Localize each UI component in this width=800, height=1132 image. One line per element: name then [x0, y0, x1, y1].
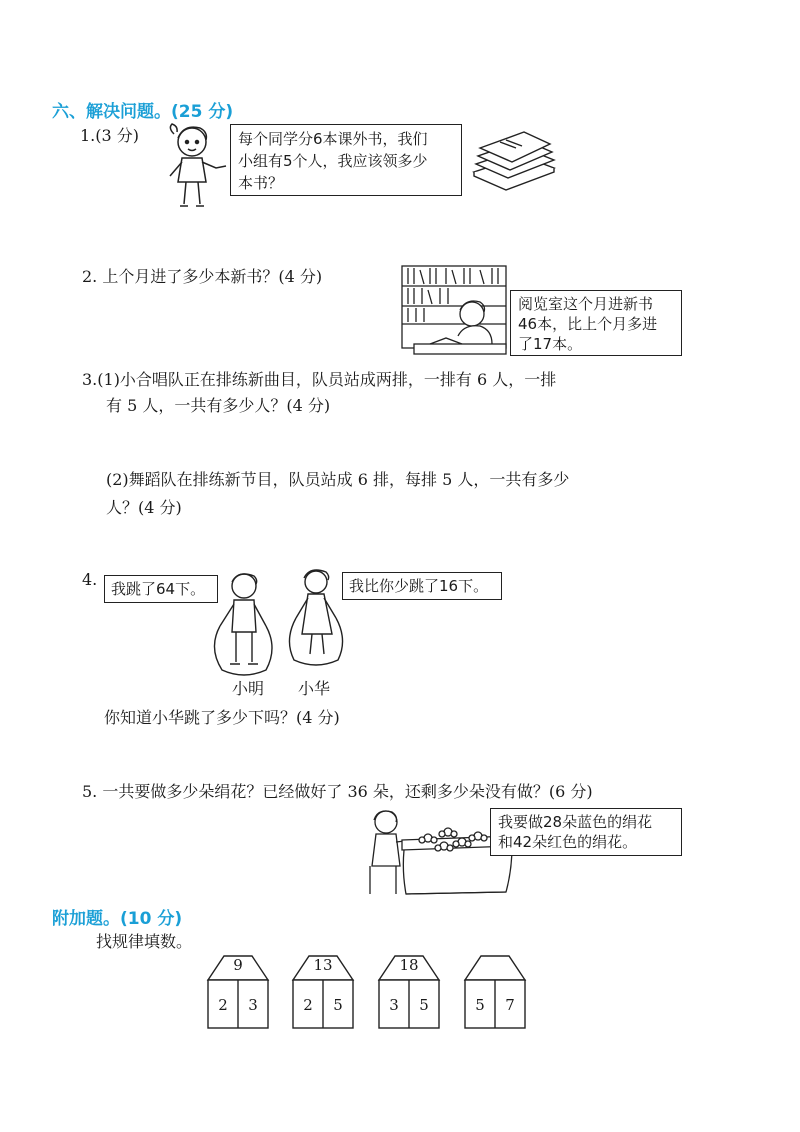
house-2 [291, 954, 355, 1030]
question-5-text: 5. 一共要做多少朵绢花？已经做好了 36 朵，还剩多少朵没有做？(6 分) [82, 782, 593, 801]
question-2-text: 2. 上个月进了多少本新书？(4 分) [82, 267, 323, 286]
bonus-instruction: 找规律填数。 [96, 932, 193, 951]
question-3-part2-line1: (2)舞蹈队在排练新节目，队员站成 6 排，每排 5 人，一共有多少 [106, 470, 570, 489]
house-top-number: 9 [233, 956, 243, 974]
jumping-boy-illustration [212, 568, 274, 678]
question-5-speech-bubble [490, 808, 682, 856]
house-right-number: 3 [248, 996, 258, 1014]
bubble-line: 46本，比上个月多进 [518, 315, 658, 333]
question-4-number: 4. [82, 570, 98, 589]
bubble-line: 小组有5个人，我应该领多少 [238, 152, 428, 170]
house-4 [463, 954, 527, 1030]
question-1-number: 1.(3 分) [80, 126, 140, 145]
bubble-line: 我要做28朵蓝色的绢花 [498, 813, 653, 831]
house-right-number: 5 [333, 996, 343, 1014]
question-3-part2-line2: 人？(4 分) [106, 498, 182, 517]
bubble-line: 了17本。 [518, 335, 583, 353]
bubble-line: 每个同学分6本课外书，我们 [238, 130, 428, 148]
jumping-girl-illustration [286, 566, 348, 670]
library-boy-illustration [400, 264, 512, 356]
section-title: 六、解决问题。(25 分) [52, 102, 234, 122]
house-left-number: 3 [389, 996, 399, 1014]
house-outline [463, 954, 527, 1030]
house-1 [206, 954, 270, 1030]
question-2-speech-bubble [510, 290, 682, 356]
question-4-text: 你知道小华跳了多少下吗？(4 分) [104, 708, 340, 727]
bubble-line: 本书？ [238, 174, 284, 192]
house-right-number: 5 [419, 996, 429, 1014]
bubble-line: 阅览室这个月进新书 [518, 295, 654, 313]
house-left-number: 2 [218, 996, 228, 1014]
girl-illustration [160, 122, 230, 214]
house-left-number: 5 [475, 996, 485, 1014]
book-stack-icon [470, 128, 558, 190]
bubble-line: 和42朵红色的绢花。 [498, 833, 638, 851]
question-4-right-bubble: 我比你少跳了16下。 [342, 572, 502, 600]
name-label-right: 小华 [298, 679, 331, 698]
house-right-number: 7 [505, 996, 515, 1014]
house-3 [377, 954, 441, 1030]
question-1-speech-bubble [230, 124, 462, 196]
house-top-number: 18 [399, 956, 419, 974]
question-3-part1-line2: 有 5 人，一共有多少人？(4 分) [106, 396, 331, 415]
question-4-left-bubble: 我跳了64下。 [104, 575, 218, 603]
bonus-title: 附加题。(10 分) [52, 909, 183, 929]
name-label-left: 小明 [232, 679, 265, 698]
house-top-number: 13 [313, 956, 333, 974]
house-left-number: 2 [303, 996, 313, 1014]
question-3-part1-line1: 3.(1)小合唱队正在排练新曲目，队员站成两排，一排有 6 人，一排 [82, 370, 557, 389]
